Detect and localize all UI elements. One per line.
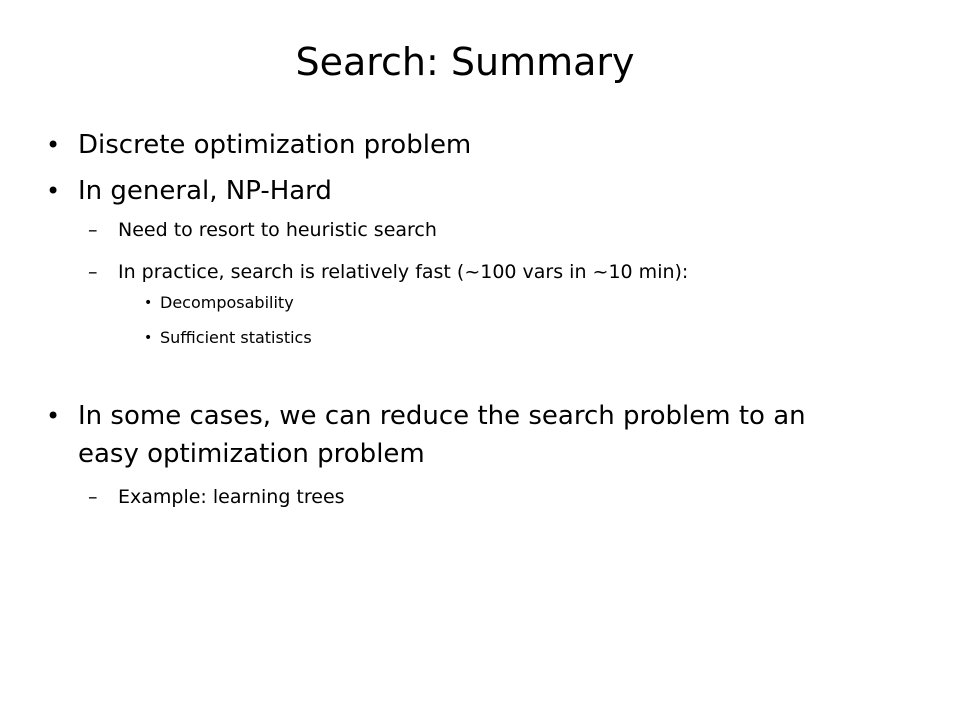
sub-item-example-learning-trees — [88, 484, 345, 510]
sub-sub-item-text: Sufficient statistics — [160, 328, 312, 347]
dash-icon: – — [88, 486, 98, 508]
bullet-icon: • — [144, 295, 153, 311]
bullet-item-some-cases-continuation — [78, 436, 425, 472]
sub-sub-item-text: Decomposability — [160, 293, 294, 312]
dash-icon: – — [88, 219, 98, 241]
bullet-item-np-hard — [46, 173, 332, 209]
sub-sub-item-decomposability — [144, 292, 294, 314]
dash-icon: – — [88, 261, 98, 283]
bullet-text: easy optimization problem — [78, 439, 425, 469]
bullet-item-discrete-optimization — [46, 127, 472, 163]
bullet-icon: • — [46, 402, 61, 430]
sub-item-text: In practice, search is relatively fast (~100 vars in ~10 min): — [118, 261, 689, 283]
sub-item-in-practice — [88, 259, 689, 285]
bullet-icon: • — [46, 177, 61, 205]
bullet-text: Discrete optimization problem — [78, 130, 472, 160]
sub-item-text: Example: learning trees — [118, 486, 345, 508]
sub-sub-item-sufficient-statistics — [144, 327, 312, 349]
slide-title: Search: Summary — [295, 40, 635, 84]
bullet-text: In general, NP-Hard — [78, 176, 332, 206]
sub-item-text: Need to resort to heuristic search — [118, 219, 437, 241]
bullet-text: In some cases, we can reduce the search problem to an — [78, 401, 806, 431]
bullet-item-some-cases — [46, 398, 806, 434]
bullet-icon: • — [144, 330, 153, 346]
sub-item-heuristic-search — [88, 217, 437, 243]
bullet-icon: • — [46, 131, 61, 159]
